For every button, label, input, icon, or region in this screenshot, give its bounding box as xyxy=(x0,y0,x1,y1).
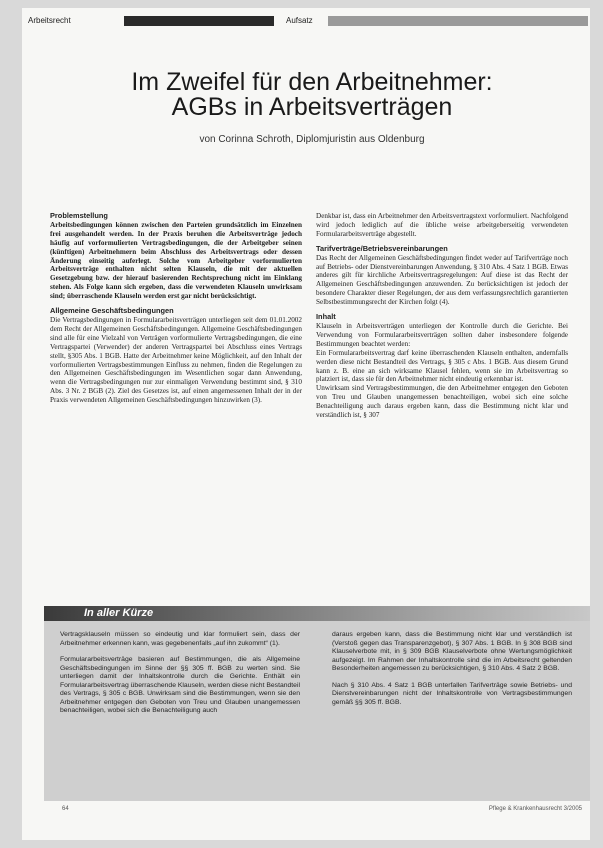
running-header xyxy=(28,14,588,28)
document-page xyxy=(22,8,590,840)
section-heading: Allgemeine Geschäftsbedingungen xyxy=(50,306,174,316)
section-heading: Inhalt xyxy=(316,312,336,322)
section-body: Arbeitsbedingungen können zwischen den Parteien grundsätzlich im Einzelnen frei ausgehandelt werden. In der Praxis beruhen die Arbeitsverträge jedoch häufig auf vorformulierten Vertragsbedingungen, die der Arbeitgeber seinen (künftigen) Arbeitnehmern beim Abschluss des Arbeitsvertrags oder dessen Änderung einseitig auferlegt. Solche vom Arbeitgeber vorformulierten Arbeitsverträge enthalten nicht selten Klauseln, die mit der aktuellen Gesetzgebung bzw. der hierauf basierenden Rechtsprechung nicht im Einklang stehen. Als Folge kann sich ergeben, dass die verwendeten Klauseln unwirksam sind; überraschende Klauseln werden erst gar nicht berücksichtigt. xyxy=(50,220,302,301)
summary-paragraph: daraus ergeben kann, dass die Bestimmung nicht klar und verständlich ist (Verstoß gegen das Transparenzgebot), § 307 Abs. 1 BGB. In § 308 BGB sind Klauselverbote mit, in § 309 BGB Klauselverbote ohne Wertungsmöglichkeit aufgezeigt. Im Rahmen der Inhaltskontrolle sind die im Arbeitsrecht geltenden Besonderheiten angemessen zu berücksichtigen, § 310 Abs. 4 Satz 2 BGB. xyxy=(332,631,572,672)
section-heading: Problemstellung xyxy=(50,211,108,220)
summary-paragraph: Nach § 310 Abs. 4 Satz 1 BGB unterfallen Tarifverträge sowie Betriebs- und Dienstvereinbarungen nicht der Inhaltskontrolle von Vertragsbestimmungen gemäß §§ 305 ff. BGB. xyxy=(332,681,572,706)
article-type-label: Aufsatz xyxy=(286,16,313,25)
right-column xyxy=(316,212,568,426)
left-column xyxy=(50,212,302,411)
article-title xyxy=(102,70,522,120)
summary-box xyxy=(44,621,590,801)
page-footer xyxy=(62,806,582,818)
journal-source: Pflege & Krankenhausrecht 3/2005 xyxy=(488,806,582,812)
section-body: Das Recht der Allgemeinen Geschäftsbedingungen findet weder auf Tarifverträge noch auf Betriebs- oder Dienstvereinbarungen Anwendung, § 310 Abs. 4 Satz 1 BGB. Etwas anderes gilt für kirchliche Arbeitsvertragsregelungen: Auf diese ist das Recht der Allgemeinen Geschäftsbedingungen anzuwenden. Zu berücksichtigen ist jedoch der besondere Charakter dieser Regelungen, der aus dem verfassungsrechtlich garantierten Selbstbestimmungsrecht der Kirchen folgt (4). xyxy=(316,253,568,307)
title-line-1: Im Zweifel für den Arbeitnehmer: xyxy=(131,68,493,96)
title-line-2: AGBs in Arbeitsverträgen xyxy=(171,93,453,121)
summary-box-header xyxy=(44,606,590,621)
section-heading: Tarifverträge/Betriebsvereinbarungen xyxy=(316,243,448,253)
intro-paragraph: Denkbar ist, dass ein Arbeitnehmer den Arbeitsvertragstext vorformuliert. Nachfolgend wird jedoch lediglich auf die übliche weise arbeitgeberseitig verwendeten Formulararbeitsverträge abgestellt. xyxy=(316,212,568,238)
section-label: Arbeitsrecht xyxy=(28,16,71,25)
section-body: Klauseln in Arbeitsverträgen unterliegen der Kontrolle durch die Gerichte. Bei Verwendung von Formulararbeitsverträgen sollten daher insbesondere folgende Bestimmungen beachtet werden: Ein Formulararbeitsvertrag darf keine überraschenden Klauseln enthalten, andernfalls werden diese nicht Bestandteil des Vertrags, § 305 c Abs. 1 BGB. Aus diesem Grund kann z. B. eine an sich wirksame Klausel fehlen, wenn sie im Arbeitsvertrag so platziert ist, dass sie für den Arbeitnehmer nicht eindeutig erkennbar ist. Unwirksam sind Vertragsbestimmungen, die den Arbeitnehmer entgegen den Geboten von Treu und Glauben unangemessen benachteiligen, wobei sich eine solche Benachteiligung auch daraus ergeben kann, dass die Bestimmung nicht klar und verständlich ist, § 307 xyxy=(316,321,568,420)
summary-right-column xyxy=(332,631,572,715)
summary-paragraph: Vertragsklauseln müssen so eindeutig und klar formuliert sein, dass der Arbeitnehmer erkennen kann, was gegebenenfalls „auf ihn zukommt“ (1). xyxy=(60,631,300,647)
author-line: von Corinna Schroth, Diplomjuristin aus Oldenburg xyxy=(199,134,425,145)
section-body: Die Vertragsbedingungen in Formulararbeitsverträgen unterliegen seit dem 01.01.2002 dem Recht der Allgemeinen Geschäftsbedingungen. Allgemeine Geschäftsbedingungen sind alle für eine Vielzahl von Verträgen vorformulierte Vertragsbedingungen, die eine Vertragspartei (Verwender) der anderen Vertragspartei bei Abschluss eines Vertrags stellt, §305 Abs. 1 BGB. Hatte der Arbeitnehmer keine Möglichkeit, auf den Inhalt der vorformulierten Vertragsbestimmungen Einfluss zu nehmen, finden die Regelungen zu den Allgemeinen Geschäftsbedingungen im Wesentlichen sogar dann Anwendung, wenn die Vertragsbedingungen nur zur einmaligen Verwendung bestimmt sind, § 310 Abs. 3 Nr. 2 BGB (2). Ziel des Gesetzes ist, auf einen angemessenen Inhalt der in der Praxis verwendeten Allgemeinen Geschäftsbedingungen hinzuwirken (3). xyxy=(50,315,302,405)
summary-box-label: In aller Kürze xyxy=(84,607,154,619)
summary-left-column xyxy=(60,631,300,724)
summary-paragraph: Formulararbeitsverträge basieren auf Bestimmungen, die als Allgemeine Geschäftsbedingungen im Sinne der §§ 305 ff. BGB zu werten sind. Sie unterliegen damit der Inhaltskontrolle durch die Gerichte. Enthält ein Formulararbeitsvertrag überraschende Klauseln, werden diese nicht Bestandteil des Vertrags, § 305 c BGB. Unwirksam sind die Bestimmungen, wenn sie den Arbeitnehmer entgegen den Geboten von Treu und Glauben unangemessen benachteiligen, wobei sich die Benachteiligung auch xyxy=(60,656,300,714)
page-number: 64 xyxy=(62,806,69,812)
header-bar-grey xyxy=(328,16,588,26)
header-bar-dark xyxy=(124,16,274,26)
